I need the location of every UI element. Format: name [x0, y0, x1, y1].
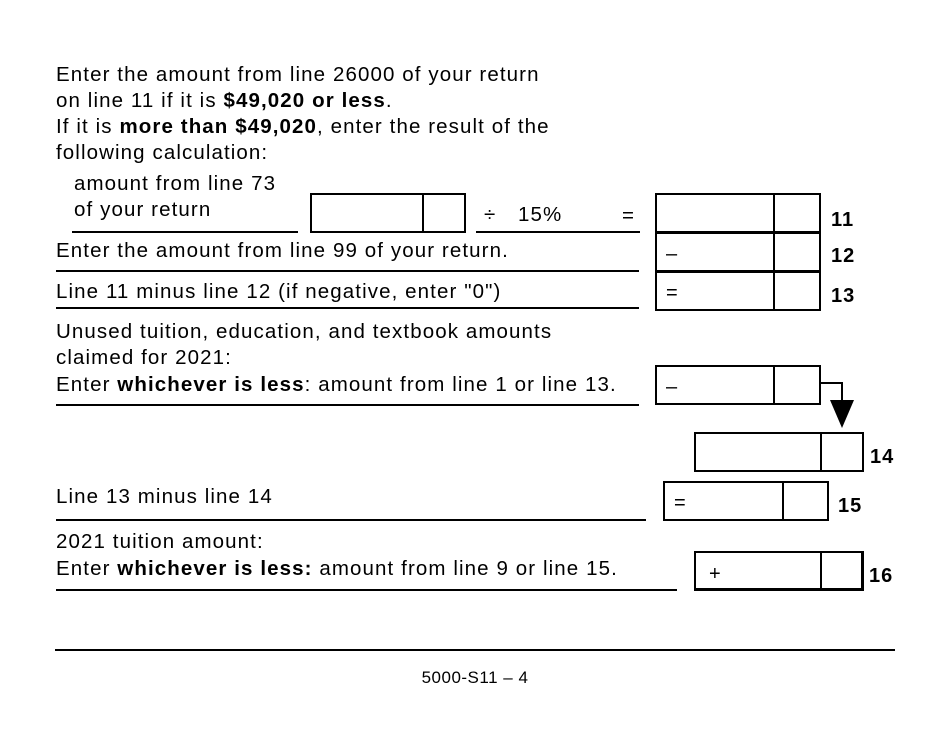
cents-divider	[773, 365, 775, 405]
intro-line-2-text: on line 11 if it is	[56, 89, 224, 112]
unused-tuition-line-3-end: : amount from line 1 or line 13.	[304, 373, 617, 396]
line-number-11: 11	[831, 209, 855, 231]
intro-line-4: following calculation:	[56, 141, 269, 164]
intro-line-3	[56, 114, 550, 140]
line-number-15: 15	[838, 495, 863, 517]
line-14-amount-input[interactable]	[694, 432, 864, 472]
tuition-line-1: 2021 tuition amount:	[56, 530, 264, 553]
cents-divider	[773, 193, 775, 233]
line-15-label: Line 13 minus line 14	[56, 485, 273, 508]
minus-operator: –	[666, 243, 678, 265]
intro-line-2-end: .	[385, 89, 393, 112]
equals-operator: =	[674, 492, 686, 514]
unused-amount-input[interactable]	[655, 365, 821, 405]
calc-equals: =	[622, 204, 636, 227]
line-15-amount-input[interactable]	[663, 481, 829, 521]
unused-tuition-rule	[56, 404, 639, 406]
intro-line-1: Enter the amount from line 26000 of your return	[56, 63, 540, 86]
calc-label-rule	[72, 231, 298, 233]
line-12-rule	[56, 270, 639, 272]
tuition-line-2	[56, 556, 618, 582]
line-number-13: 13	[831, 285, 856, 307]
cents-divider	[820, 551, 822, 590]
line-12-label: Enter the amount from line 99 of your return.	[56, 239, 509, 262]
intro-line-3-end: , enter the result of the	[317, 115, 550, 138]
line-number-14: 14	[870, 446, 895, 468]
cents-divider	[782, 481, 784, 521]
footer-rule	[55, 649, 895, 651]
line-12-amount-input[interactable]	[655, 232, 821, 272]
unused-tuition-line-3	[56, 372, 617, 398]
equals-operator: =	[666, 282, 678, 304]
tuition-line-2-text: Enter	[56, 557, 118, 580]
threshold-more: more than $49,020	[119, 115, 318, 138]
plus-operator: +	[709, 563, 721, 585]
calc-label-line-2: of your return	[74, 198, 212, 221]
tuition-line-2-end: amount from line 9 or line 15.	[312, 557, 618, 580]
intro-line-2	[56, 88, 393, 114]
line-11-amount-input[interactable]	[655, 193, 821, 233]
minus-operator: –	[666, 376, 678, 398]
down-arrow-icon	[818, 370, 864, 432]
line-number-12: 12	[831, 245, 856, 267]
line-13-rule	[56, 307, 639, 309]
line-16-amount-input[interactable]	[694, 551, 864, 591]
whichever-is-less: whichever is less	[117, 373, 305, 396]
unused-tuition-line-1: Unused tuition, education, and textbook amounts	[56, 320, 553, 343]
threshold-less: $49,020 or less	[223, 89, 386, 112]
calc-label-line-1: amount from line 73	[74, 172, 277, 195]
divide-symbol: ÷	[484, 203, 497, 226]
cents-divider	[773, 271, 775, 311]
cents-divider	[820, 432, 822, 472]
line-number-16: 16	[869, 565, 894, 587]
intro-line-3-text: If it is	[56, 115, 120, 138]
page-number: 5000-S11 – 4	[421, 668, 529, 687]
cents-divider	[422, 193, 424, 233]
calc-rule	[476, 231, 640, 233]
percent-value: 15%	[518, 203, 563, 226]
unused-tuition-line-3-text: Enter	[56, 373, 118, 396]
line-13-label: Line 11 minus line 12 (if negative, enter "0")	[56, 280, 502, 303]
line-73-amount-input[interactable]	[310, 193, 466, 233]
line-15-rule	[56, 519, 646, 521]
cents-divider	[773, 232, 775, 272]
whichever-is-less-2: whichever is less:	[117, 557, 313, 580]
unused-tuition-line-2: claimed for 2021:	[56, 346, 232, 369]
tuition-rule	[56, 589, 677, 591]
line-13-amount-input[interactable]	[655, 271, 821, 311]
